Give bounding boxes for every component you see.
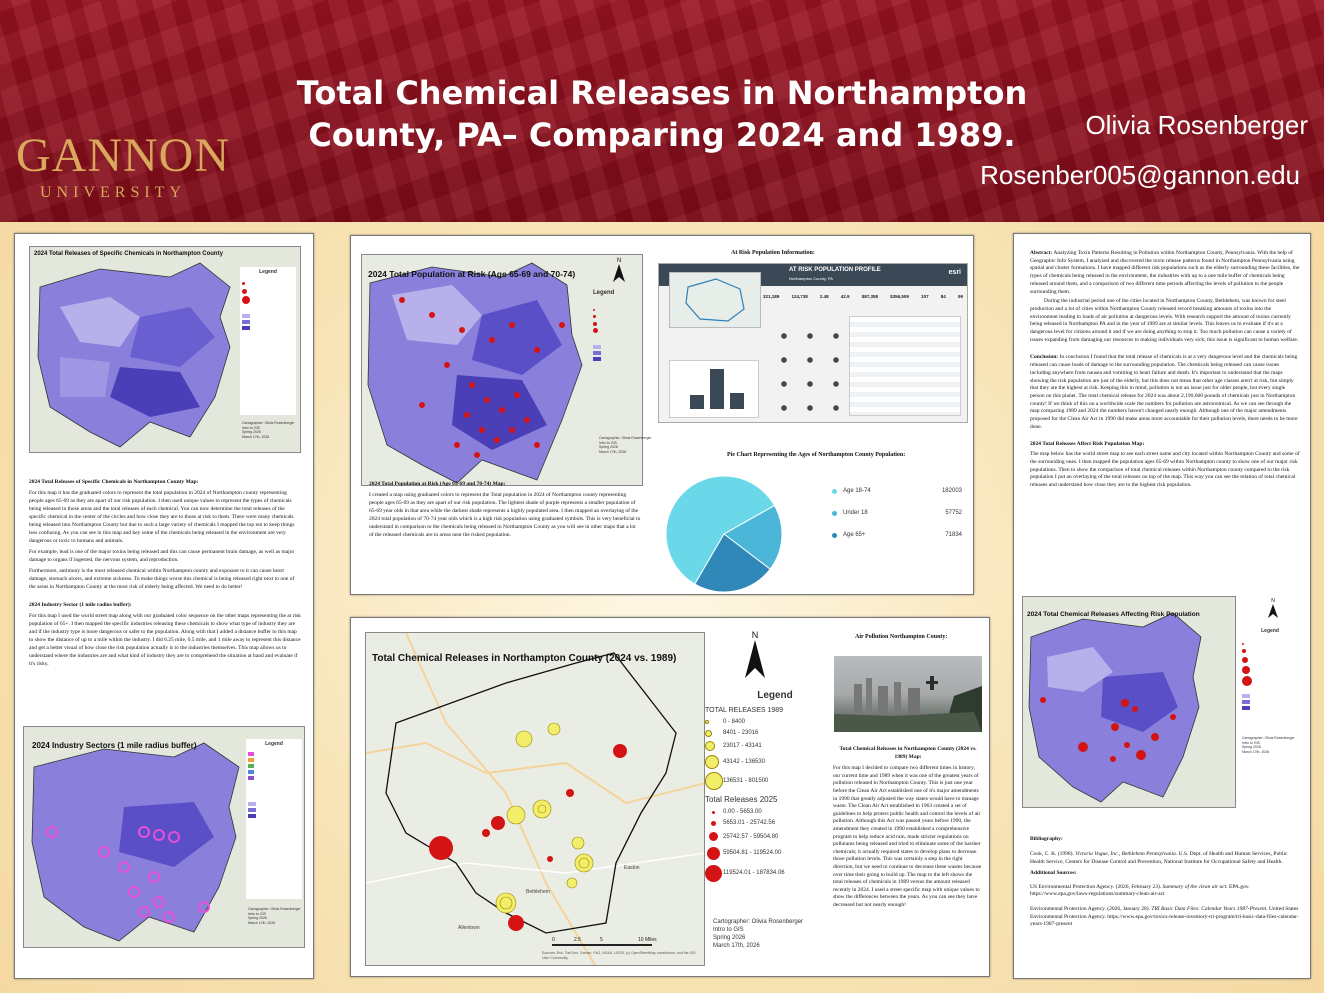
legend-dot-4 [593,328,598,333]
scale-bar-line [552,944,652,946]
pie-label: Pie Chart Representing the Ages of Northampton County Population: [727,452,906,458]
legend-dot-3 [1242,657,1248,663]
chemicals-map-legend [240,267,296,415]
air-pollution-photo [834,656,982,732]
legend-swatch-light [1242,694,1250,698]
university-logo: GANNON [16,129,230,182]
chemicals-legend-swatches [242,279,294,331]
affect-legend-swatches [1242,640,1298,711]
left-panel [14,233,314,979]
chemicals-paragraph-3: Furthermore, antimony is the most released chemical within Northampton county and exposure to it can cause heart damage, stomach ulcers, and extreme sickness. To make things worse this chemical is being released right next to one of the areas in Northampton County at the most risk of elderly being affected. We need to do better! [29,568,295,590]
affect-north-arrow: N [1266,598,1280,623]
population-legend-swatches [593,306,649,362]
chemicals-map-title: 2024 Total Releases of Specific Chemicals in Northampton County [34,251,223,257]
legend-dot-3 [593,322,597,326]
abstract-paragraph-2: During the industrial period one of the cities located in Northampton County, Bethlehem, was known for steel production and a lot of cities within Northampton County released record breaking amounts of toxins into the environment leading to loads of air pollution at dangerous levels. With research support the amount of toxins currently being released in Northampton PA and in the year of 1989 are at similar levels. This leaves us to evaluate if it's at a dangerous level for citizens around it and if we are doing anything to stop it. Too much pollution can cause a variety of issues expanding from damaging our resources to making individuals very sick; this issue is significant to human welfare. [1030,298,1299,343]
industry-map-title: 2024 Industry Sectors (1 mile radius buffer) [32,741,197,750]
legend-2025-row-4: 59504.81 - 119524.00 [705,844,845,862]
abstract-paragraph-1: Abstract: Analyzing Toxin Patterns Resulting in Pollution within Northampton County, Pennsylvania. With the help of Geographic Info System, I analyzed and discovered the toxin release patterns found in Northampton Pennsylvania using spatial and cluster formations. I have mapped different risk populations such as the elderly surrounding these facilities, the types of chemicals being released in the environment, the industries with up to a one mile buffer of chemicals being released around them, and a comparison of two different time periods affecting the levels of pollution to the people surrounding them. [1030,250,1300,295]
profile-bar-3 [730,393,744,409]
conclusion-label: Conclusion: [1030,354,1059,361]
population-description [369,480,641,539]
profile-bar-1 [690,395,704,409]
profile-stats: 321,189 124,738 2.48 42.9 $87,358 $356,509 107 84 99 [763,294,963,299]
chemicals-section [29,478,301,668]
age-pie-legend [832,480,962,546]
legend-swatch-mid [1242,700,1250,704]
age-pie-chart [664,474,784,594]
comparison-description-heading: Total Chemical Releases in Northampton County (2024 vs. 1989) Map: [839,746,977,760]
comparison-map-graphic [366,633,705,966]
affect-map [1022,596,1236,808]
north-arrow-icon [745,640,765,678]
legend-swatch-purple [248,776,254,780]
legend-swatch-dark [242,326,250,330]
affect-map-graphic [1023,597,1236,808]
bibliography-entry-2: US Environmental Protection Agency. (2026, February 23). Summary of the clean air act. EPA.gov. https://www.epa.gov/laws-regulations/summary-clean-air-act [1030,883,1250,898]
photo-graphic [834,656,982,732]
legend-1989-row-4: 43142 - 136530 [705,753,845,771]
comparison-description [833,746,983,909]
map-attribution: Sources: Esri, TomTom, Garmin, FAO, NOAA, USGS, (c) OpenStreetMap contributors, and the GIS User Community [542,951,696,960]
legend-dot-4 [1242,666,1250,674]
affect-map-title: 2024 Total Chemical Releases Affecting Risk Population [1027,611,1200,618]
right-panel [1013,233,1311,979]
pie-legend-row-2: Under 18 57752 [832,502,962,524]
chemicals-legend-title: Legend [259,269,277,275]
pie-legend-dot-2 [832,511,837,516]
comparison-map-cartographer: Cartographer: Olivia Rosenberger Intro to GIS Spring 2026 March 17th, 2026 [713,919,804,949]
author-name: Olivia Rosenberger [1085,110,1308,140]
header-banner [0,0,1324,222]
photo-label: Air Pollution Northampton County: [855,634,948,640]
legend-swatch-mid [242,320,250,324]
chemicals-paragraph-1: For this map it has the graduated colors to represent the total population in 2024 of Northampton county representing people ages 65-69 as they are apart of our risk population. I then used unique values to represent the types of chemicals being released in those areas and the total releases of each chemical. You can now determine the total releases of the specific chemical in the center of the circles and how close they are to those at risk to them. There were many chemicals being released into Northampton County but due to such a large variety of chemicals I mapped the top ten to keep things less confusing. As you can see in this map and key some of the chemicals being released in the environment are very dangerous or toxic to humans and animals. [29,490,295,544]
population-map-title: 2024 Total Population at Risk (Age 65-69 and 70-74) [368,269,576,279]
legend-swatch-orange [248,758,254,762]
north-arrow-icon [1268,604,1278,618]
legend-swatch-mid [248,808,256,812]
legend-2025-row-5: 119524.01 - 187834.06 [705,862,845,884]
legend-1989-row-2: 8401 - 23016 [705,727,845,739]
bibliography-section [1030,836,1300,929]
population-north-arrow: N [609,258,629,287]
population-legend-title: Legend [593,290,615,296]
abstract-section [1030,250,1300,490]
chemicals-map-cartographer: Cartographer: Olivia Rosenberger Intro to GIS Spring 2026 March 17th, 2026 [242,421,295,439]
affect-map-legend [1240,626,1300,732]
legend-1989-row-3: 23017 - 43141 [705,739,845,753]
north-arrow-icon [613,264,625,282]
place-easton: Easton [624,865,640,871]
legend-dot-5 [1242,676,1252,686]
affect-legend-title: Legend [1261,628,1279,634]
profile-bar-chart [669,360,759,418]
bibliography-heading: Bibliography: [1030,836,1063,842]
legend-swatch-pink [248,752,254,756]
comparison-north-arrow: N [743,630,767,683]
additional-sources-heading: Additional Sources: [1030,870,1077,877]
profile-icons [765,320,843,416]
university-logo-subtext: UNIVERSITY [40,184,186,201]
scale-bar: 0 2.5 5 10 Miles [552,937,662,949]
profile-label: At Risk Population Information: [731,250,815,256]
population-description-body: I created a map using graduated colors to represent the Total population in 2024 of Northampton county representing people ages 65-69 as they are apart of our risk population. The lightest shade of purple represents a smaller population of 65-69 year olds in that area while the darkest shade represents a highly populated area. I then mapped an overlaying of the 2024 total population of 70-74 year olds which is a high risk population using graduated symbols. This is very beneficial to understand in comparison to the chemicals being released in Northampton County as you will see in other maps that a lot of the released chemicals are in areas near the risked population. [369,492,641,538]
legend-dot-1 [1242,643,1244,645]
profile-brand: esri [948,269,961,276]
legend-dot-2 [1242,649,1246,653]
profile-title: AT RISK POPULATION PROFILE [789,267,881,273]
legend-swatch-mid [593,351,601,355]
industry-map-cartographer: Cartographer: Olivia Rosenberger Intro to GIS Spring 2026 March 17th, 2026 [248,907,301,925]
pie-legend-row-3: Age 65+ 71834 [832,524,962,546]
legend-2025-row-2: 5653.01 - 25742.56 [705,817,845,829]
place-allentown: Allentown [458,925,480,931]
risk-population-profile [658,263,968,423]
comparison-map-legend [705,690,845,884]
poster-title: Total Chemical Releases in Northampton County, PA– Comparing 2024 and 1989. [296,74,1028,154]
industry-legend-title: Legend [265,741,283,747]
industry-section-heading: 2024 Industry Sector (1 mile radius buffer): [29,602,132,608]
comparison-map-title: Total Chemical Releases in Northampton County (2024 vs. 1989) [372,653,677,664]
author-email: Rosenber005@gannon.edu [980,160,1300,190]
legend-swatch-green [248,764,254,768]
bibliography-entry-3: Environmental Protection Agency. (2026, January 28). TRI Basic Data Files: Calendar Years 1987-Present. United States Environmental Protection Agency. https://www.epa.gov/toxics-release-inventory-tri-program/tri-basic-data-files-calendar-years-1987-present [1030,906,1299,928]
comparison-description-body: For this map I decided to compare two different times in history, our current time and 1989 when it was one of the greatest years of pollution released in Northampton County. This is just one year before the Clean Air Act established one of it's major amendments in 1990 that greatly adjusted the way states would have to manage waste. The Clean Air Act established in 1963 created a set of guidelines to help protect public health and control the levels of air pollution. Although this Act was passed years before 1990, the amendment they created in 1990 established a comprehensive program to help reduce acid rain, made stricter regulations on pollutants being released and tried to eliminate some of the harsher chemicals; it actually required states to develop plans to decrease those pollution levels. This was certainly a step in the right direction, but we need to continue to decrease these wastes because over time their going to build up. The map to the left shows the total releases of chemicals in 1989 versus the amount released recently in 2024. I used a street specific map with unique values to show the differences between the years. As you can see they have decreased but not nearly enough! [833,765,982,908]
comparison-legend-title: Legend [757,690,793,701]
legend-swatch-dark [1242,706,1250,710]
legend-dot-1 [593,309,595,311]
profile-bar-2 [710,369,724,409]
legend-dot-2 [593,315,596,318]
legend-dot-mid [242,289,247,294]
legend-1989-row-1: 0 - 8400 [705,717,845,727]
industry-map [23,726,305,948]
legend-dot-large [242,296,250,304]
legend-2025-row-3: 25742.57 - 59504.80 [705,829,845,844]
legend-2025-row-1: 0.00 - 5653.00 [705,807,845,817]
population-map-legend [591,288,651,434]
pie-legend-dot-1 [832,489,837,494]
profile-inset-map [669,272,761,328]
industry-paragraph: For this map I used the world street map along with our graduated color sequence on the other maps representing the at risk population of 65+. I then mapped the specific industries releasing these chemicals to show what type of industry they are and if the industry type is more dangerous or safer to the population. Along with that I added a distance buffer to this map to show the distance of up to a mile within the industry. I did 0.25 mile, 0.5 mile, and 1 mile away to represent this distance and get a better visual of how close the risk population actually is to the industries themselves. This map allows us to understand where the industries are and what kind of industry they are to comprehend the situation at hand and evaluate if it's risky. [29,613,301,667]
affect-map-cartographer: Cartographer: Olivia Rosenberger Intro to GIS Spring 2026 March 17th, 2026 [1242,736,1295,754]
legend-swatch-light [593,345,601,349]
chemicals-map [29,246,301,453]
legend-1989-title: TOTAL RELEASES 1989 [705,707,784,714]
chemicals-section-heading: 2024 Total Releases of Specific Chemicals in Northampton County Map: [29,479,199,485]
pie-legend-row-1: Age 18-74 182003 [832,480,962,502]
conclusion-paragraph: Conclusion: In conclusion I found that the total release of chemicals is at a very dangerous level and the chemicals being released can cause loads of damage to the surrounding population. The chemicals being released can cause issues including anywhere from nausea and vomiting to heart failure and death. It's important to understand that the maps showing the risk population are just of the elderly, but this does not mean that other age classes aren't at risk, but simply that they are the highest at risk. Keeping this in mind, pollution is not an issue just for older people, but every single person on this planet. The total chemical release for 2024 was about 2,190,660 pounds of chemicals just in Northampton county! If we think of this on a worldwide scale the numbers for pollution are astronomical. As we can see through the map comparing 1989 and 2024 the numbers haven't changed nearly enough. Although one of the major amendments proposed for the Clean Air Act in 1990 did make areas more accountable for their pollution levels, there needs to be more done. [1030,354,1298,430]
pie-legend-dot-3 [832,533,837,538]
profile-inset-map-graphic [670,273,762,329]
legend-swatch-dark [593,357,601,361]
industry-legend-swatches [248,751,300,819]
profile-subtitle: Northampton County, PA [789,276,833,281]
profile-table [849,316,961,416]
place-bethlehem: Bethlehem [526,889,550,895]
chemicals-paragraph-2: For example, lead is one of the major toxins being released and this can cause permanent brain damage, as well as major damage to organs if ingested, the nervous system, and reproduction. [29,549,295,563]
population-description-heading: 2024 Total Population at Risk (Age 65-69 and 70-74) Map: [369,481,506,487]
affect-paragraph: The map below has the world street map to see each street name and city located within Northampton County and some of the surrounding ones. I then mapped the population ages 65-69 within Northampton county to show one of our major risk populations. Then to show the comparison of total chemical releases within Northampton county compared to the risk population I put an overlaying of the total releases on top of the map. This way you can see the relation of total chemical releases and understand how close they are to the highest risk population. [1030,451,1300,488]
legend-swatch-light [242,314,250,318]
legend-swatch-dark [248,814,256,818]
legend-dot-small [242,282,245,285]
legend-2025-title: Total Releases 2025 [705,795,778,804]
legend-swatch-blue [248,770,254,774]
bibliography-entry-1: Cook, C. K. (1998). Victoria Vogue, Inc., Bethlehem Pennsylvania. U.S. Dept. of Health and Human Services, Public Health Service, Centers for Disease Control and Prevention, National Institute for Occupational Safety and Health. [1030,851,1288,865]
industry-map-legend [246,739,302,899]
legend-swatch-light [248,802,256,806]
affect-section-heading: 2024 Total Releases Affect Risk Population Map: [1030,441,1145,448]
abstract-label: Abstract: [1030,250,1053,256]
legend-1989-row-5: 136531 - 801500 [705,771,845,791]
comparison-map [365,632,705,966]
population-map-cartographer: Cartographer: Olivia Rosenberger Intro to GIS Spring 2026 March 17th, 2026 [599,436,652,454]
